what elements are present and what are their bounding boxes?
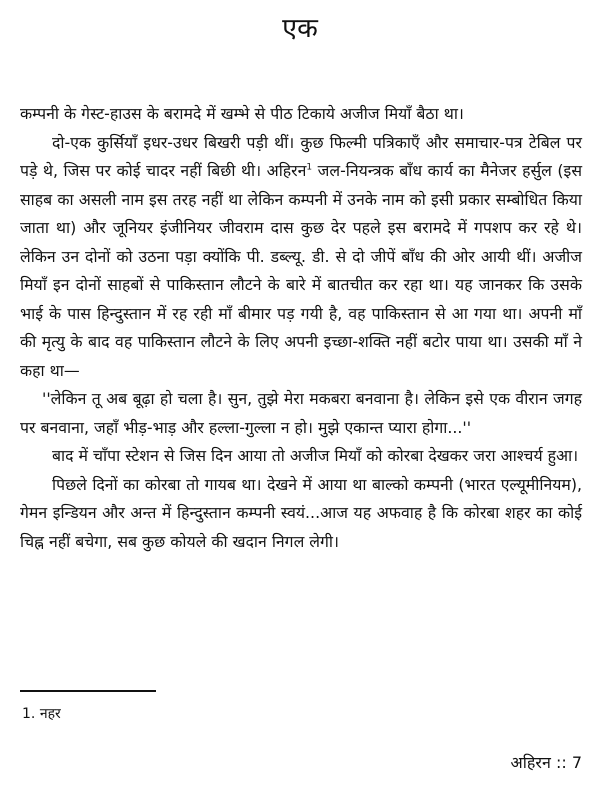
running-title: अहिरन	[510, 753, 551, 772]
paragraph-quote: ''लेकिन तू अब बूढ़ा हो चला है। सुन, तुझे मेरा मकबरा बनवाना है। लेकिन इसे एक वीरान जगह पर बनवाना, जहाँ भीड़-भाड़ और हल्ला-गुल्ला न हो। मुझे एकान्त प्यारा होगा...''	[20, 389, 582, 437]
footnote-text: नहर	[39, 706, 61, 722]
body-text	[20, 100, 582, 556]
paragraph-1: कम्पनी के गेस्ट-हाउस के बरामदे में खम्भे से पीठ टिकाये अजीज मियाँ बैठा था।	[20, 104, 464, 123]
page-footer	[511, 752, 582, 774]
footer-separator: ::	[555, 753, 567, 772]
footnote-reference: 1	[306, 162, 313, 173]
paragraph-5: पिछले दिनों का कोरबा तो गायब था। देखने में आया था बाल्को कम्पनी (भारत एल्यूमीनियम), गेमन इन्डियन और अन्त में हिन्दुस्तान कम्पनी स्वयं...आज यह अफवाह है कि कोरबा शहर का कोई चिह्न नहीं बचेगा, सब कुछ कोयले की खदान निगल लेगी।	[20, 474, 583, 551]
paragraph-2-text-a: दो-एक कुर्सियाँ इधर-उधर बिखरी पड़ी थीं। कुछ फिल्मी पत्रिकाएँ और समाचार-पत्र टेबिल पर पड़े थे, जिस पर कोई चादर नहीं बिछी थी। अहिरन	[20, 132, 582, 180]
paragraph-2-text-b: जल-नियन्त्रक बाँध कार्य का मैनेजर हर्सुल (इस साहब का असली नाम इस तरह नहीं था लेकिन कम्पनी में उनके नाम को इसी प्रकार सम्बोधित किया जाता था) और जूनियर इंजीनियर जीवराम दास कुछ देर पहले इस बरामदे में गपशप कर रहे थे। लेकिन उन दोनों को उठना पड़ा क्योंकि पी. डब्ल्यू. डी. से दो जीपें बाँध की ओर आयी थीं। अजीज मियाँ इन दोनों साहबों से पाकिस्तान लौटने के बारे में बातचीत कर रहा था। यह जानकर कि उसके भाई के पास हिन्दुस्तान में रह रही माँ बीमार पड़ गयी है, वह पाकिस्तान से आ गया था। अपनी माँ की मृत्यु के बाद वह पाकिस्तान लौटने के लिए अपनी इच्छा-शक्ति नहीं बटोर पाया था। उसकी माँ ने कहा था—	[20, 161, 582, 380]
footnote-divider	[20, 690, 156, 692]
chapter-title: एक	[282, 13, 318, 44]
paragraph-4: बाद में चाँपा स्टेशन से जिस दिन आया तो अजीज मियाँ को कोरबा देखकर जरा आश्चर्य हुआ।	[52, 446, 579, 465]
paragraph-2	[20, 129, 582, 386]
footnote	[22, 704, 61, 724]
page-number: 7	[571, 753, 582, 772]
footnote-number: 1.	[22, 706, 36, 722]
